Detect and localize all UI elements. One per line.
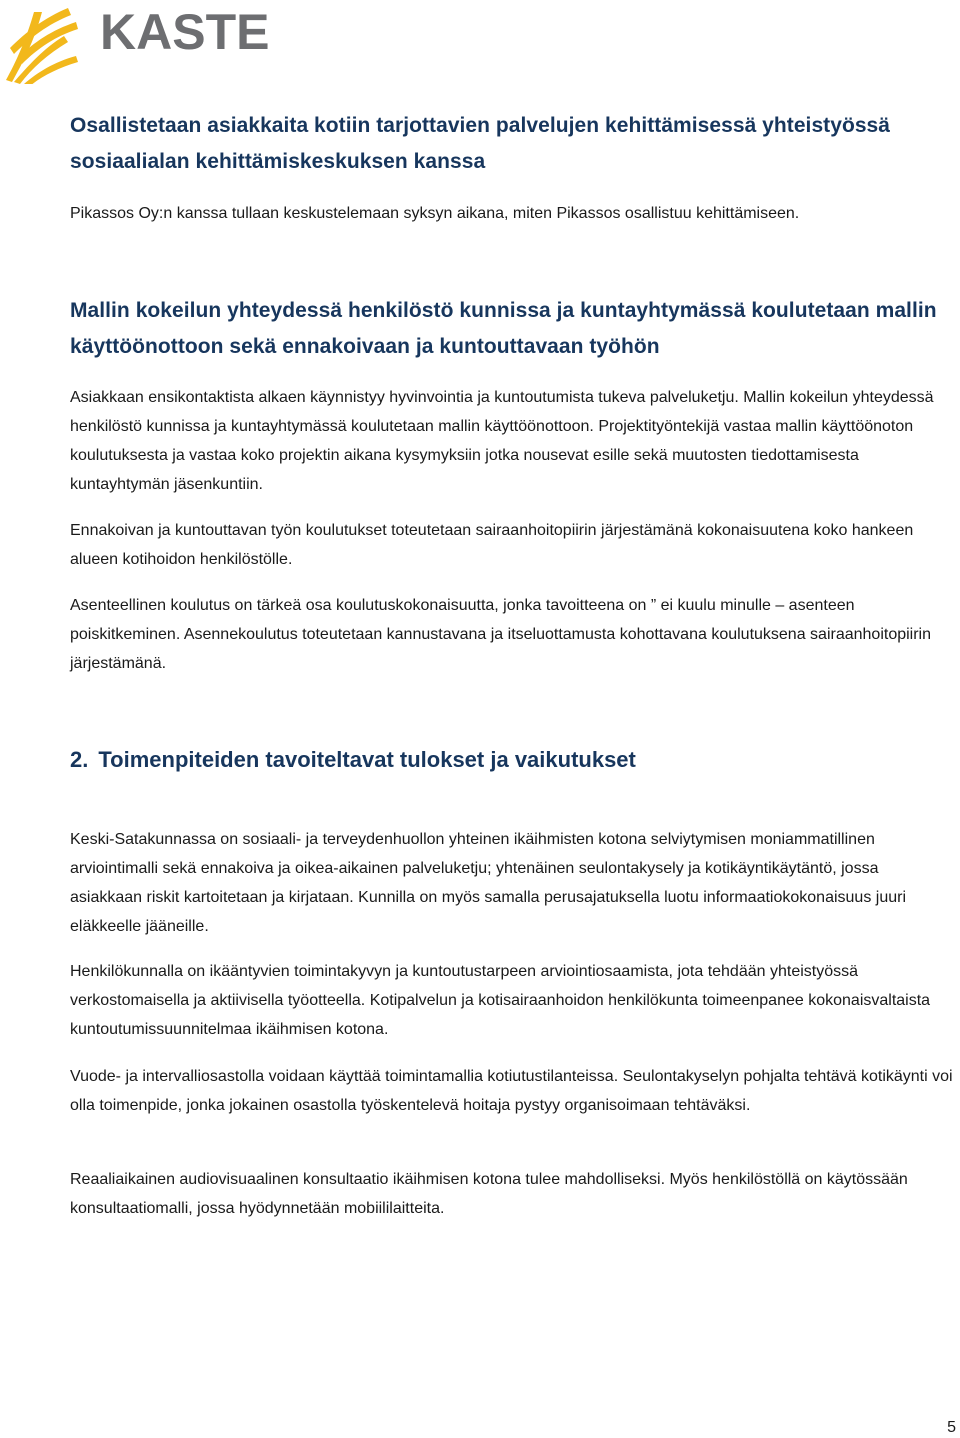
paragraph: Keski-Satakunnassa on sosiaali- ja terveydenhuollon yhteinen ikäihmisten kotona selviytymisen moniammatillinen arviointimalli sekä ennakoiva ja oikea-aikainen palveluketju; yhtenäinen seulontakysely ja kotikäyntikäytäntö, jossa asiakkaan riskit kartoitetaan ja kirjataan. Kunnilla on myös samalla perusajatuksella luotu informaatiokokonaisuus juuri eläkkeelle jääneille. bbox=[70, 831, 906, 935]
paragraph: Vuode- ja intervalliosastolla voidaan käyttää toimintamallia kotiutustilanteissa. Seulontakyselyn pohjalta tehtävä kotikäynti voi olla toimenpide, jonka jokainen osastolla työskentelevä hoitaja pystyy organisoimaan tehtäväksi. bbox=[70, 1068, 953, 1114]
section-1-body bbox=[70, 199, 954, 228]
section-2-paragraph-2 bbox=[70, 516, 954, 574]
chapter-paragraph-2 bbox=[70, 957, 954, 1044]
chapter-paragraph-1 bbox=[70, 825, 954, 941]
paragraph: Henkilökunnalla on ikääntyvien toimintakyvyn ja kuntoutustarpeen arviointiosaamista, jota tehdään yhteistyössä verkostomaisella ja aktiivisella työotteella. Kotipalvelun ja kotisairaanhoidon henkilökunta toimeenpanee kokonaisvaltaista kuntoutumissuunnitelmaa ikäihmisen kotona. bbox=[70, 963, 931, 1038]
chapter-paragraph-4 bbox=[70, 1165, 954, 1223]
paragraph: Asiakkaan ensikontaktista alkaen käynnistyy hyvinvointia ja kuntoutumista tukeva palveluketju. Mallin kokeilun yhteydessä henkilöstö kunnissa ja kuntayhtymässä koulutetaan mallin käyttöönottoon. Projektityöntekijä vastaa mallin käyttöönoton koulutuksesta ja vastaa koko projektin aikana kysymyksiin jotka nousevat esille sekä muutosten tiedottamisesta kuntayhtymän jäsenkuntiin. bbox=[70, 389, 934, 493]
section-heading: Osallistetaan asiakkaita kotiin tarjottavien palvelujen kehittämisessä yhteistyössä sosiaalialan kehittämiskeskuksen kanssa bbox=[70, 114, 891, 173]
chapter-title: Toimenpiteiden tavoiteltavat tulokset ja vaikutukset bbox=[98, 747, 636, 772]
chapter-heading bbox=[70, 745, 954, 775]
chapter-title-line bbox=[70, 745, 954, 775]
chapter-paragraph-3 bbox=[70, 1062, 954, 1120]
logo-text: KASTE bbox=[100, 4, 270, 60]
paragraph: Pikassos Oy:n kanssa tullaan keskustelemaan syksyn aikana, miten Pikassos osallistuu kehittämiseen. bbox=[70, 205, 800, 222]
section-1 bbox=[70, 108, 954, 180]
section-2 bbox=[70, 293, 954, 365]
page-number: 5 bbox=[947, 1419, 956, 1436]
paragraph: Reaaliaikainen audiovisuaalinen konsultaatio ikäihmisen kotona tulee mahdolliseksi. Myös henkilöstöllä on käytössään konsultaatiomalli, jossa hyödynnetään mobiililaitteita. bbox=[70, 1171, 908, 1217]
swoosh-icon bbox=[6, 8, 78, 84]
paragraph: Asenteellinen koulutus on tärkeä osa koulutuskokonaisuutta, jonka tavoitteena on ” ei kuulu minulle – asenteen poiskitkeminen. Asennekoulutus toteutetaan kannustavana ja itseluottamusta kohottavana koulutuksena sairaanhoitopiirin järjestämänä. bbox=[70, 597, 932, 672]
kaste-logo-graphic bbox=[4, 2, 274, 84]
paragraph: Ennakoivan ja kuntouttavan työn koulutukset toteutetaan sairaanhoitopiirin järjestämänä kokonaisuutena koko hankeen alueen kotihoidon henkilöstölle. bbox=[70, 522, 914, 568]
section-2-paragraph-1 bbox=[70, 383, 954, 499]
chapter-number: 2. bbox=[70, 747, 89, 772]
section-heading: Mallin kokeilun yhteydessä henkilöstö kunnissa ja kuntayhtymässä koulutetaan mallin käyttöönottoon sekä ennakoivaan ja kuntouttavaan työhön bbox=[70, 299, 937, 358]
section-2-paragraph-3 bbox=[70, 591, 954, 678]
kaste-logo bbox=[4, 2, 274, 84]
